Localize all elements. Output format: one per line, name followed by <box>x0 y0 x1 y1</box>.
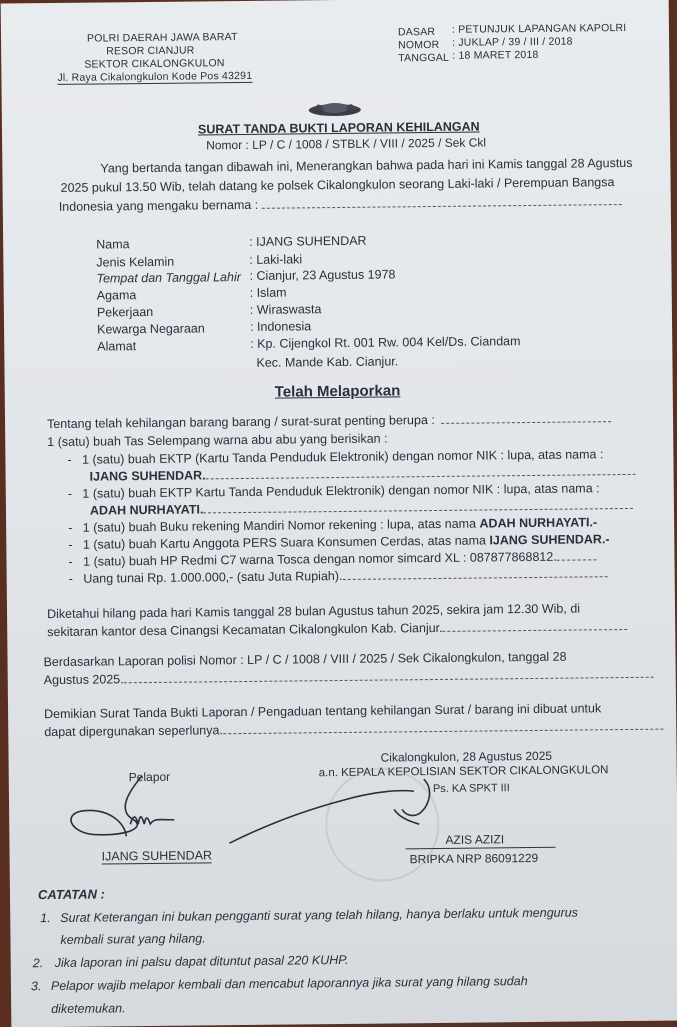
ref-value-nomor: : JUKLAP / 39 / III / 2018 <box>452 35 573 49</box>
label-jenis-kelamin: Jenis Kelamin <box>96 254 175 270</box>
value-agama: : Islam <box>249 285 287 300</box>
list-item: - 1 (satu) buah EKTP (Kartu Tanda Penduduk Elektronik) dengan nomor NIK : lupa, atas nama : <box>67 447 604 467</box>
ref-value-dasar: : PETUNJUK LAPANGAN KAPOLRI <box>451 21 627 36</box>
report-line-1: Tentang telah kehilangan barang barang / surat-surat penting berupa : <box>47 411 611 431</box>
note-text-cont: diketemukan. <box>51 1001 126 1017</box>
ref-label-tanggal: TANGGAL <box>398 51 450 65</box>
report-line-2: 1 (satu) buah Tas Selempang warna abu abu yang berisikan : <box>47 431 388 450</box>
officer-signature <box>224 769 445 851</box>
org-line-2: RESOR CIANJUR <box>106 44 195 58</box>
value-kewarganegaraan: : Indonesia <box>249 319 312 334</box>
para4-line-1: Demikian Surat Tanda Bukti Laporan / Pengaduan tentang kehilangan Surat / barang ini dibuat untuk <box>44 701 602 722</box>
para3-line-2: Agustus 2025. <box>44 667 654 687</box>
value-pekerjaan: : Wiraswasta <box>249 302 322 317</box>
signature-divider <box>406 847 556 850</box>
note-number: 3. <box>30 979 42 994</box>
list-item-continuation: IJANG SUHENDAR. <box>90 464 636 484</box>
value-ttl: : Cianjur, 23 Agustus 1978 <box>249 267 396 283</box>
document-number: Nomor : LP / C / 1008 / STBLK / VIII / 2025 / Sek Ckl <box>206 135 487 153</box>
ref-label-dasar: DASAR <box>397 25 436 39</box>
value-jenis-kelamin: : Laki-laki <box>249 252 303 267</box>
org-line-1: POLRI DAERAH JAWA BARAT <box>86 31 238 45</box>
label-kewarganegaraan: Kewarga Negaraan <box>97 321 205 337</box>
org-address: Jl. Raya Cikalongkulon Kode Pos 43291 <box>57 69 253 84</box>
list-item: - Uang tunai Rp. 1.000.000,- (satu Juta Rupiah). <box>69 566 608 586</box>
intro-line-2: 2025 pukul 13.50 Wib, telah datang ke polsek Cikalongkulon seorang Laki-laki / Perempuan Bangsa <box>60 175 615 195</box>
pelapor-signature <box>64 771 205 847</box>
section-title: Telah Melaporkan <box>274 382 401 401</box>
label-ttl: Tempat dan Tanggal Lahir <box>96 270 241 286</box>
officer-name: AZIS AZIZI <box>445 832 505 847</box>
police-emblem-icon <box>305 100 365 119</box>
value-alamat: : Kp. Cijengkol Rt. 001 Rw. 004 Kel/Ds. Ciandam <box>250 334 521 351</box>
label-nama: Nama <box>96 237 130 252</box>
list-item: - 1 (satu) buah Kartu Anggota PERS Suara Konsumen Cerdas, atas nama IJANG SUHENDAR.- <box>68 532 610 552</box>
notes-title: CATATAN : <box>37 886 105 903</box>
org-line-3: SEKTOR CIKALONGKULON <box>84 57 225 71</box>
value-alamat-2: Kec. Mande Kab. Cianjur. <box>256 354 399 370</box>
label-pekerjaan: Pekerjaan <box>96 304 154 320</box>
sign-place-date: Cikalongkulon, 28 Agustus 2025 <box>380 748 553 765</box>
officer-rank: BRIPKA NRP 86091229 <box>409 850 539 867</box>
para2-line-2: sekitaran kantor desa Cinangsi Kecamatan Cikalongkulon Kab. Cianjur. <box>47 619 627 639</box>
intro-line-1: Yang bertanda tangan dibawah ini, Menerangkan bahwa pada hari ini Kamis tanggal 28 Agustus <box>100 155 633 176</box>
note-number: 1. <box>40 911 51 926</box>
ref-value-tanggal: : 18 MARET 2018 <box>452 48 539 62</box>
para2-line-1: Diketahui hilang pada hari Kamis tanggal 28 bulan Agustus tahun 2025, sekira jam 12.30 Wib, di <box>46 601 581 622</box>
note-text-cont: kembali surat yang hilang. <box>60 931 206 947</box>
label-agama: Agama <box>96 288 137 303</box>
list-item: - 1 (satu) buah Buku rekening Mandiri Nomor rekening : lupa, atas nama ADAH NURHAYATI.- <box>68 515 598 535</box>
para3-line-1: Berdasarkan Laporan polisi Nomor : LP / C / 1008 / VIII / 2025 / Sek Cikalongkulon, tanggal 28 <box>43 649 567 670</box>
note-text: Surat Keterangan ini bukan pengganti surat yang telah hilang, hanya berlaku untuk mengurus <box>60 905 578 925</box>
document-paper <box>1 0 677 1027</box>
value-nama: : IJANG SUHENDAR <box>249 233 367 249</box>
note-text: Jika laporan ini palsu dapat dituntut pasal 220 KUHP. <box>54 952 349 971</box>
sign-an: a.n. KEPALA KEPOLISIAN SEKTOR CIKALONGKULON <box>318 764 609 780</box>
list-item: - 1 (satu) buah EKTP Kartu Tanda Penduduk Elektronik) dengan nomor NIK : lupa, atas nama : <box>67 481 600 501</box>
intro-line-3: Indonesia yang mengaku bernama : <box>59 194 623 214</box>
ref-label-nomor: NOMOR <box>398 38 440 52</box>
list-item: - 1 (satu) buah HP Redmi C7 warna Tosca dengan nomor simcard XL : 087877868812. <box>68 549 596 569</box>
label-alamat: Alamat <box>97 339 137 354</box>
document-title: SURAT TANDA BUKTI LAPORAN KEHILANGAN <box>197 119 480 137</box>
para4-line-2: dapat dipergunakan seperlunya. <box>44 719 663 739</box>
list-item-continuation: ADAH NURHAYATI. <box>90 498 634 518</box>
note-number: 2. <box>32 956 44 971</box>
pelapor-label: Pelapor <box>128 769 171 785</box>
note-text: Pelapor wajib melapor kembali dan mencabut laporannya jika surat yang hilang sudah <box>50 974 528 994</box>
sign-ps: Ps. KA SPKT III <box>432 782 510 796</box>
pelapor-name: IJANG SUHENDAR <box>101 848 213 864</box>
